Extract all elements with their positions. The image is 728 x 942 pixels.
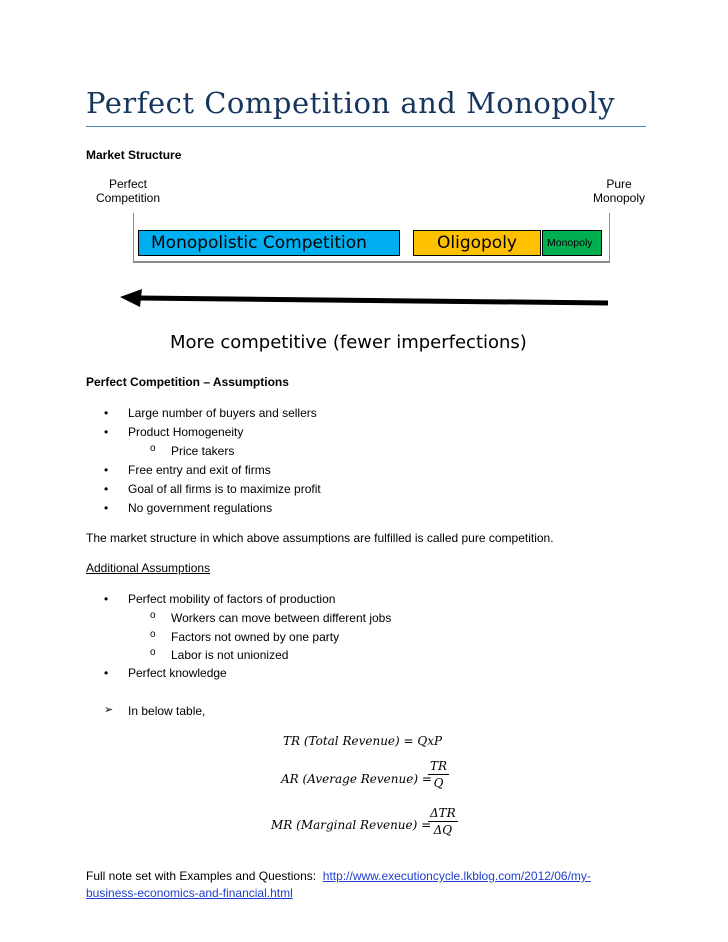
pure-competition-text: The market structure in which above assumptions are fulfilled is called pure competition. bbox=[86, 531, 554, 545]
list-item: Price takers bbox=[171, 444, 235, 458]
right-guide-line bbox=[609, 213, 610, 263]
bullet-icon: • bbox=[104, 463, 109, 477]
list-item: Factors not owned by one party bbox=[171, 630, 340, 644]
footer-link-part-1[interactable]: http://www.executioncycle.lkblog.com/2012/06/my- bbox=[322, 869, 591, 883]
monopolistic-competition-box: Monopolistic Competition bbox=[138, 230, 400, 256]
arrow-bullet-icon: ➢ bbox=[104, 704, 114, 716]
bullet-icon: • bbox=[104, 501, 109, 515]
circle-bullet-icon: o bbox=[150, 610, 156, 621]
diagram-caption: More competitive (fewer imperfections) bbox=[170, 332, 527, 353]
footer-line-1 bbox=[86, 869, 591, 883]
list-item: Large number of buyers and sellers bbox=[128, 406, 317, 420]
pure-monopoly-label: Pure Monopoly bbox=[592, 177, 646, 205]
table-intro: In below table, bbox=[128, 704, 206, 718]
mr-formula-label: MR (Marginal Revenue) = bbox=[271, 818, 432, 832]
ar-numerator: TR bbox=[430, 759, 448, 773]
oligopoly-box: Oligopoly bbox=[413, 230, 541, 256]
list-item: Labor is not unionized bbox=[171, 648, 289, 662]
perfect-competition-label: Perfect Competition bbox=[95, 177, 161, 205]
bullet-icon: • bbox=[104, 666, 109, 680]
market-structure-heading: Market Structure bbox=[86, 148, 182, 162]
list-item: Product Homogeneity bbox=[128, 425, 244, 439]
bullet-icon: • bbox=[104, 406, 109, 420]
assumptions-heading: Perfect Competition – Assumptions bbox=[86, 375, 289, 389]
ar-formula-label: AR (Average Revenue) = bbox=[281, 772, 432, 786]
circle-bullet-icon: o bbox=[150, 443, 156, 454]
circle-bullet-icon: o bbox=[150, 647, 156, 658]
list-item: Perfect mobility of factors of production bbox=[128, 592, 336, 606]
list-item: Perfect knowledge bbox=[128, 666, 227, 680]
additional-assumptions-heading: Additional Assumptions bbox=[86, 561, 211, 575]
list-item: Free entry and exit of firms bbox=[128, 463, 271, 477]
bullet-icon: • bbox=[104, 592, 109, 606]
bullet-icon: • bbox=[104, 482, 109, 496]
ar-denominator: Q bbox=[433, 776, 444, 790]
mr-denominator: ΔQ bbox=[433, 823, 453, 837]
list-item: No government regulations bbox=[128, 501, 273, 515]
circle-bullet-icon: o bbox=[150, 629, 156, 640]
tr-formula: TR (Total Revenue) = QxP bbox=[283, 734, 443, 748]
mr-fraction bbox=[428, 806, 458, 837]
mr-numerator: ΔTR bbox=[430, 806, 456, 820]
monopoly-box: Monopoly bbox=[542, 230, 602, 256]
left-guide-line bbox=[133, 213, 134, 263]
list-item: Goal of all firms is to maximize profit bbox=[128, 482, 321, 496]
competition-arrow bbox=[118, 287, 613, 311]
footer-link-part-2[interactable]: business-economics-and-financial.html bbox=[86, 886, 293, 900]
page-title: Perfect Competition and Monopoly bbox=[86, 86, 616, 120]
bullet-icon: • bbox=[104, 425, 109, 439]
list-item: Workers can move between different jobs bbox=[171, 611, 392, 625]
footer-prefix: Full note set with Examples and Questions: bbox=[86, 869, 317, 883]
title-underline bbox=[86, 126, 646, 127]
ar-fraction bbox=[428, 759, 449, 790]
baseline-guide-line bbox=[133, 261, 610, 263]
